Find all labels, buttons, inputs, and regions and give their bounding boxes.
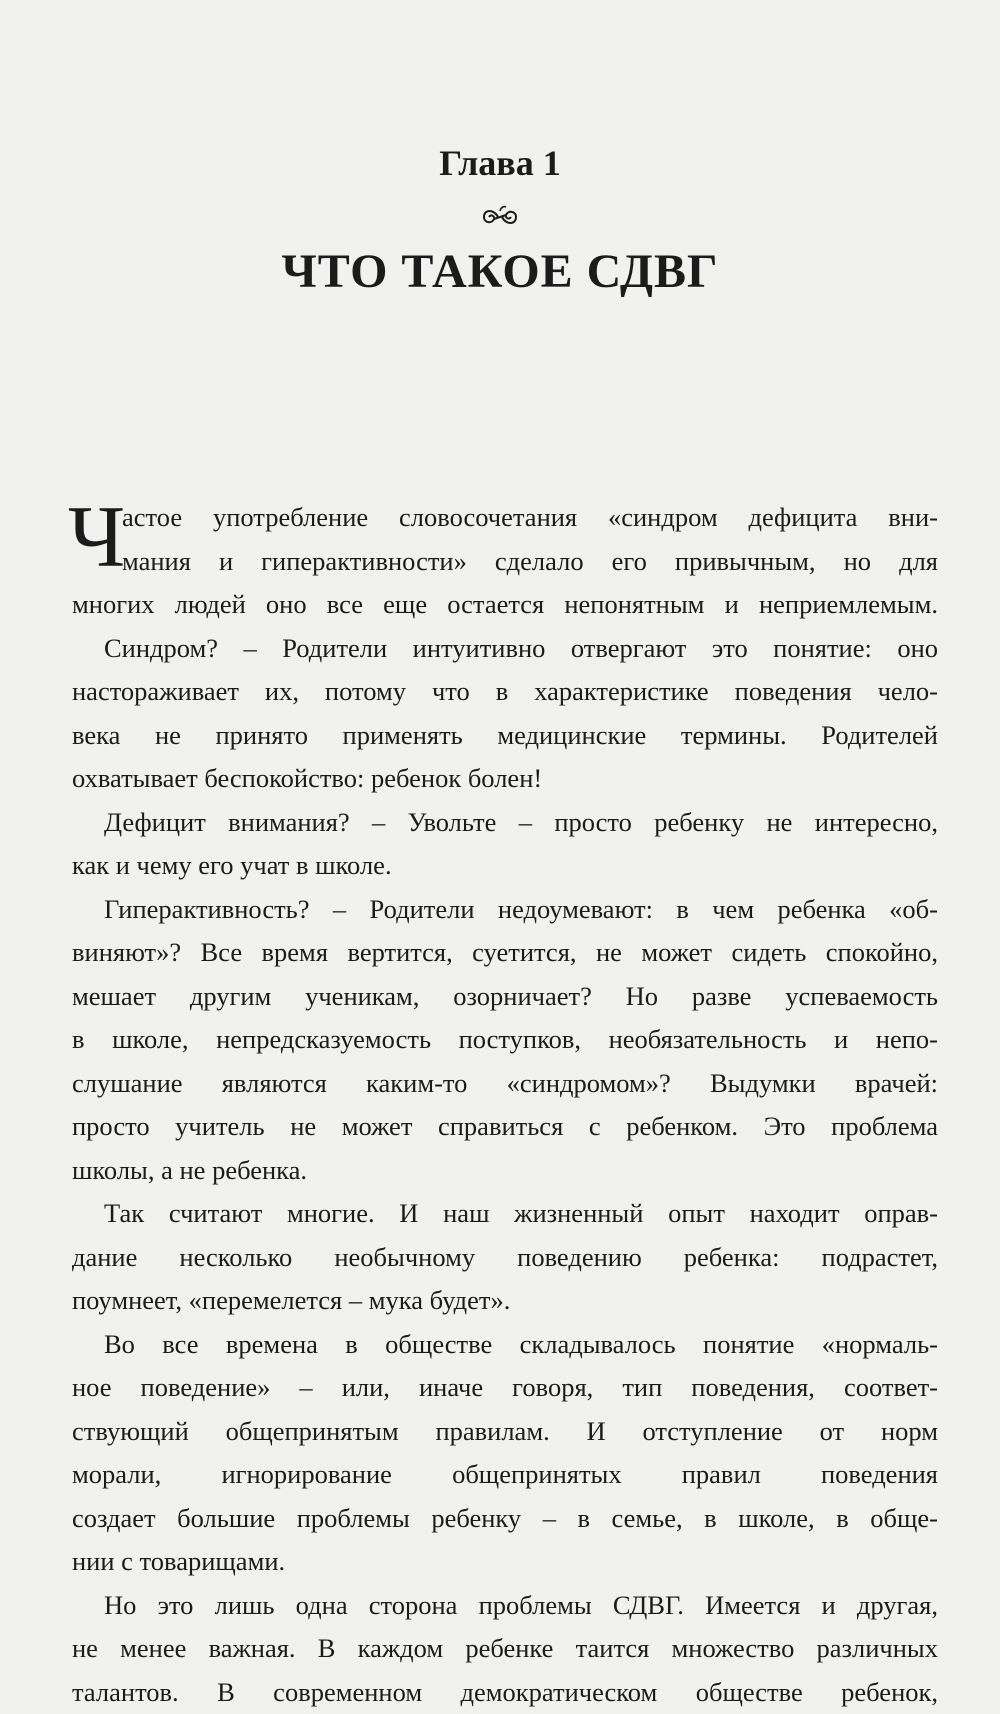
- text-line: мешает другим ученикам, озорничает? Но разве успеваемость: [72, 975, 938, 1019]
- text-line: настораживает их, потому что в характеристике поведения чело-: [72, 670, 938, 714]
- text-line: как и чему его учат в школе.: [72, 844, 938, 888]
- text-line: слушание являются каким-то «синдромом»? Выдумки врачей:: [72, 1062, 938, 1106]
- text-line: охватывает беспокойство: ребенок болен!: [72, 757, 938, 801]
- text-line: нии с товарищами.: [72, 1540, 938, 1584]
- text-line: Дефицит внимания? – Увольте – просто ребенку не интересно,: [72, 801, 938, 845]
- text-line: Но это лишь одна сторона проблемы СДВГ. Имеется и другая,: [72, 1584, 938, 1628]
- ornament-glyph: [480, 201, 520, 231]
- text-line: [72, 540, 938, 584]
- text-line: талантов. В современном демократическом обществе ребенок,: [72, 1671, 938, 1714]
- text-line: многих людей оно все еще остается непонятным и неприемлемым.: [72, 583, 938, 627]
- text-line: Гиперактивность? – Родители недоумевают: в чем ребенка «об-: [72, 888, 938, 932]
- text-line-content: астое употребление словосочетания «синдром дефицита вни-: [72, 496, 938, 540]
- text-line: просто учитель не может справиться с ребенком. Это проблема: [72, 1105, 938, 1149]
- text-line: не менее важная. В каждом ребенке таится множество различных: [72, 1627, 938, 1671]
- text-line: [72, 496, 938, 540]
- text-line: ствующий общепринятым правилам. И отступление от норм: [72, 1410, 938, 1454]
- drop-cap: Ч: [68, 498, 125, 578]
- text-line: века не принято применять медицинские термины. Родителей: [72, 714, 938, 758]
- text-line: виняют»? Все время вертится, суетится, не может сидеть спокойно,: [72, 931, 938, 975]
- text-line: ное поведение» – или, иначе говоря, тип поведения, соответ-: [72, 1366, 938, 1410]
- text-line: Так считают многие. И наш жизненный опыт находит оправ-: [72, 1192, 938, 1236]
- text-line: морали, игнорирование общепринятых правил поведения: [72, 1453, 938, 1497]
- chapter-number: Глава 1: [0, 142, 1000, 184]
- text-line: поумнеет, «перемелется – мука будет».: [72, 1279, 938, 1323]
- text-line: в школе, непредсказуемость поступков, необязательность и непо-: [72, 1018, 938, 1062]
- ornament-icon: [0, 201, 1000, 236]
- text-line: создает большие проблемы ребенку – в семье, в школе, в обще-: [72, 1497, 938, 1541]
- text-line: Во все времена в обществе складывалось понятие «нормаль-: [72, 1323, 938, 1367]
- text-line-content: мания и гиперактивности» сделало его привычным, но для: [72, 540, 938, 584]
- body-text: [72, 496, 938, 1714]
- text-line: Синдром? – Родители интуитивно отвергают это понятие: оно: [72, 627, 938, 671]
- text-line: школы, а не ребенка.: [72, 1149, 938, 1193]
- text-line: дание несколько необычному поведению ребенка: подрастет,: [72, 1236, 938, 1280]
- chapter-title: ЧТО ТАКОЕ СДВГ: [0, 244, 1000, 299]
